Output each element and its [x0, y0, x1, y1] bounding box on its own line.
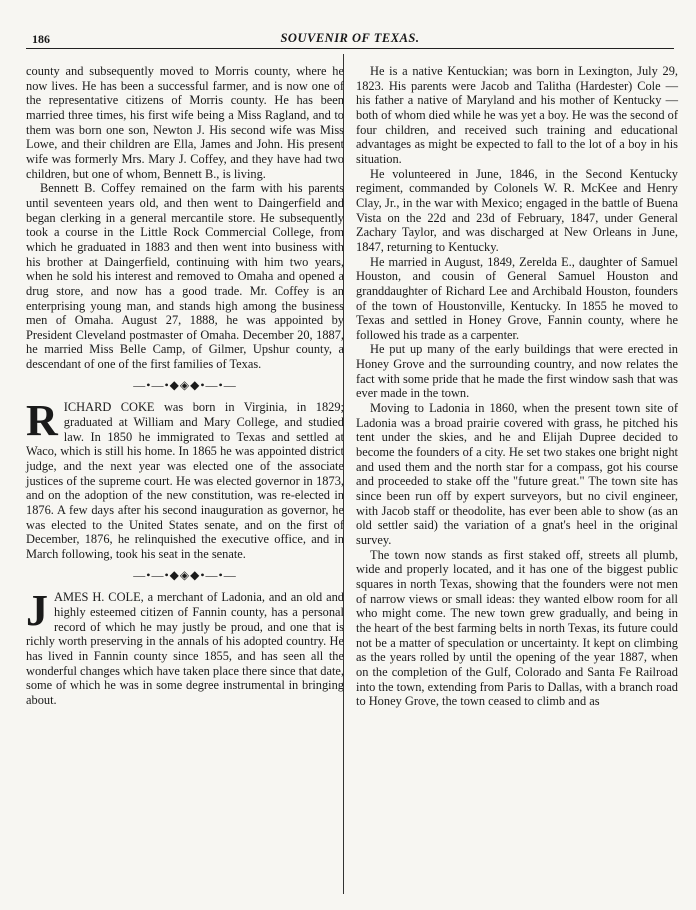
biography-entry-cole — [26, 586, 344, 707]
page-number: 186 — [32, 32, 50, 46]
biography-entry-coke — [26, 396, 344, 561]
entry-text: a merchant of Ladonia, and an old and highly esteemed citizen of Fannin county, has a personal record of which he may justly be proud, and one that is richly worth preserving in the annals of his adopted country. He has lived in Fannin county since 1855, and has seen all the wonderful changes which have taken place there since that date, some of which he was in some degree instrumental in bringing about. — [26, 590, 344, 707]
drop-cap: R — [26, 396, 58, 446]
paragraph: The town now stands as first staked off, streets all plumb, wide and properly located, and it has one of the biggest public squares in north Texas, showing that the founders were not men of narrow views or small ideas: they wanted elbow room for all who might come. The new town grew gradually, and being in the heart of the best farming belts in north Texas, its future could not be a matter of speculation or uncertainty. It kept on climbing as the years rolled by until the opening of the year 1887, when on the completion of the Gulf, Colorado and Santa Fe Railroad into the town, extending from Paris to Dallas, with a branch road to Honey Grove, the town ceased to climb and as — [356, 547, 678, 709]
paragraph: Bennett B. Coffey remained on the farm with his parents until seventeen years old, and then went to Daingerfield and began clerking in a general mercantile store. He subsequently took a course in the Little Rock Commercial College, from which he graduated in 1883 and then went into business with his brother at Daingerfield, continuing with him two years, when he sold his interest and removed to Omaha and opened a drug store, and now has a good trade. Mr. Coffey is an enterprising young man, and stands high among the business men of Omaha. August 27, 1888, he was appointed by President Cleveland postmaster of Omaha. December 20, 1887, he married Miss Belle Camp, of Gilmer, Upshur county, a descendant of one of the first families of Texas. — [26, 181, 344, 372]
drop-cap: J — [26, 586, 48, 636]
ornament-divider: —•—•◆◈◆•—•— — [133, 567, 237, 582]
entry-name: ICHARD COKE — [63, 400, 155, 415]
paragraph: He is a native Kentuckian; was born in Lexington, July 29, 1823. His parents were Jacob and Talitha (Hardester) Cole — his father a native of Maryland and his mother of Kentucky — both of whom died while he was yet a boy. He was the second of four children, and received such training and educational advantages as might be expected to fall to the lot of a boy in his situation. — [356, 64, 678, 166]
paragraph: He put up many of the early buildings that were erected in Honey Grove and the surrounding country, and now relates the fact with some pride that he made the first window sash that was ever made in the town. — [356, 342, 678, 401]
paragraph: He volunteered in June, 1846, in the Second Kentucky regiment, commanded by Colonels W. R. McKee and Henry Clay, Jr., in the war with Mexico; engaged in the battle of Buena Vista on the 22d and 23d of February, 1847, under General Zachary Taylor, and was discharged at New Orleans in June, 1847, returning to Kentucky. — [356, 166, 678, 254]
paragraph: Moving to Ladonia in 1860, when the present town site of Ladonia was a broad prairie covered with grass, he pitched his tent under the skies, and he and Elijah Dupree decided to become the founders of a city. He set two stakes one bright night and used them and the north star for a compass, got his course and proceeded to stake off the "future great." The town site has since been run off by expert surveyors, but no civil engineer, with Jacob staff or theodolite, has ever been able to show (as an old settler said) the variation of a gnat's heel in the original survey. — [356, 401, 678, 547]
right-column — [356, 64, 678, 709]
left-column — [26, 64, 344, 708]
running-title: SOUVENIR OF TEXAS. — [280, 31, 420, 45]
entry-name: AMES H. COLE, — [54, 590, 144, 605]
ornament-divider: —•—•◆◈◆•—•— — [133, 377, 237, 392]
page-header — [26, 30, 674, 49]
paragraph: county and subsequently moved to Morris county, where he now lives. He has been a successful farmer, and is now one of the representative citizens of Morris county. He has been married three times, his first wife being a Miss Ragland, and to them was born one son, Newton J. His second wife was Miss Lowe, and their children are Ella, James and John. His present wife was formerly Mrs. Mary J. Coffey, and they have had two children, but one of whom, Bennett B., is living. — [26, 64, 344, 181]
paragraph: He married in August, 1849, Zerelda E., daughter of Samuel Houston, and cousin of General Samuel Houston and granddaughter of Richard Lee and Archibald Houston, founders of the town of Houstonville, Kentucky. In 1855 he moved to Texas and settled in Honey Grove, Fannin county, where he followed his trade as a carpenter. — [356, 254, 678, 342]
paragraph — [26, 586, 344, 707]
entry-text: was born in Virginia, in 1829; graduated at William and Mary College, and studied law. In 1850 he immigrated to Texas and settled at Waco, which is still his home. In 1865 he was appointed district judge, and the next year was elected one of the associate justices of the supreme court. He was elected governor in 1873, and on the adoption of the new constitution, was re-elected in 1876. A few days after his second inauguration as governor, he was elected to the United States senate, and on the first of December, 1876, he relinquished the executive office, and in March following, took his seat in the senate. — [26, 400, 344, 561]
paragraph — [26, 396, 344, 561]
